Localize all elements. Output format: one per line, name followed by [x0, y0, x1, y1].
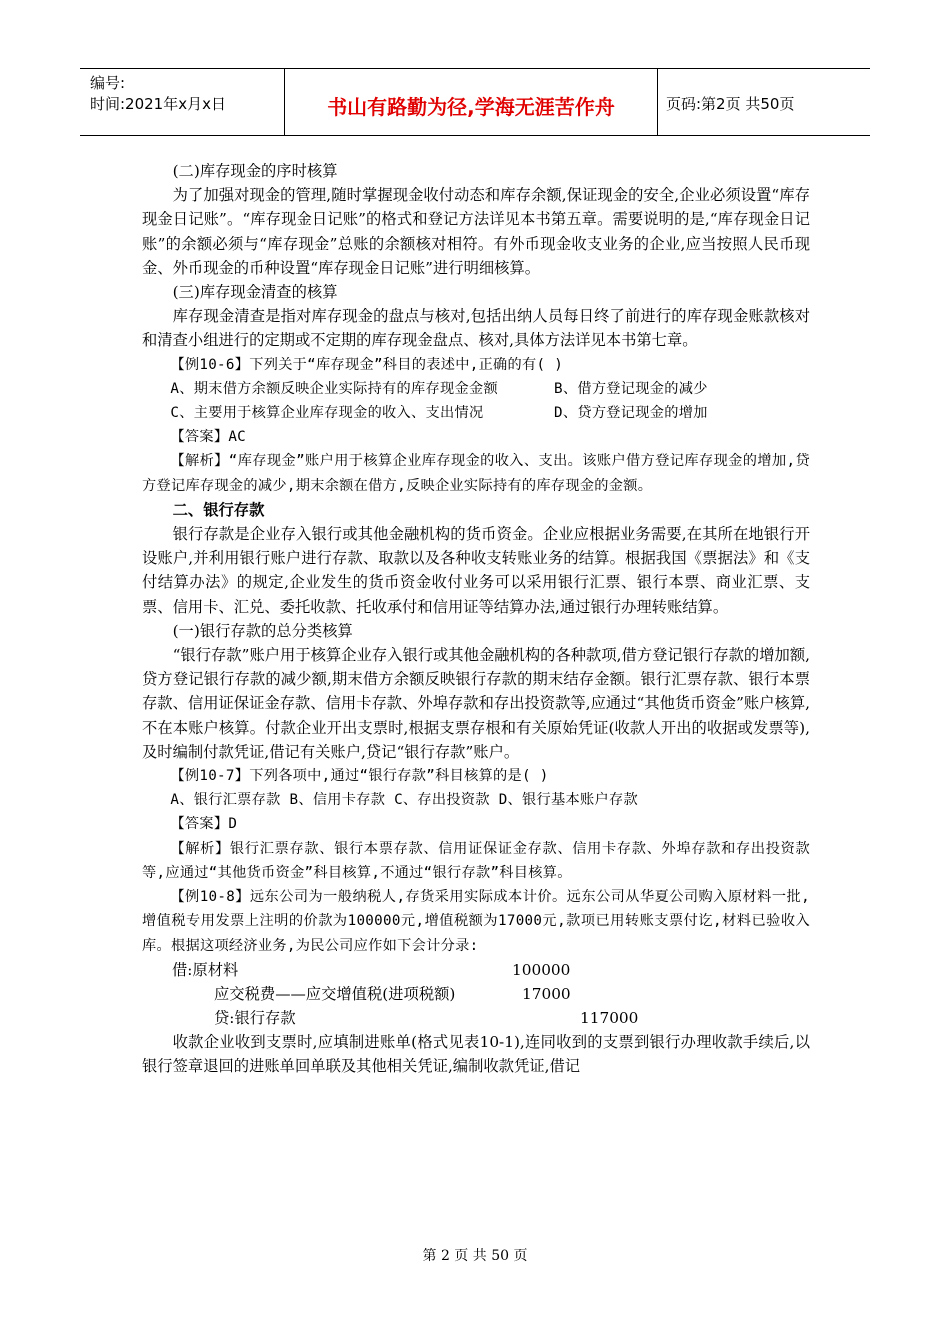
journal-entry-line: [142, 1006, 810, 1030]
option-c: C、主要用于核算企业库存现金的收入、支出情况: [170, 405, 484, 422]
journal-account: 借:原材料: [172, 960, 239, 979]
example-question: 【例10-6】下列关于“库存现金”科目的表述中,正确的有( ): [170, 356, 564, 373]
paragraph: 收款企业收到支票时,应填制进账单(格式见表10-1),连同收到的支票到银行办理收款手续后,以银行签章退回的进账单回单联及其他相关凭证,编制收款凭证,借记: [142, 1033, 810, 1076]
section-heading: (一)银行存款的总分类核算: [172, 621, 353, 640]
example-question: 【例10-8】远东公司为一般纳税人,存货采用实际成本计价。远东公司从华夏公司购入原材料一批,增值税专用发票上注明的价款为100000元,增值税额为17000元,款项已用转账支票付讫,材料已验收入库。根据这项经济业务,为民公司应作如下会计分录:: [142, 889, 810, 954]
example-explanation: 【解析】银行汇票存款、银行本票存款、信用证保证金存款、信用卡存款、外埠存款和存出投资款等,应通过“其他货币资金”科目核算,不通过“银行存款”科目核算。: [142, 840, 810, 881]
main-heading: 二、银行存款: [172, 500, 265, 519]
example-options-row: [142, 377, 810, 401]
page-footer: 第 2 页 共 50 页: [422, 1248, 528, 1264]
section-heading: (二)库存现金的序时核算: [172, 162, 338, 180]
example-options-row: [142, 401, 810, 425]
header-page-label: 页码:第2页 共50页: [666, 95, 795, 113]
journal-amount: 100000: [512, 960, 571, 979]
journal-amount: 17000: [522, 984, 571, 1003]
document-body: [142, 159, 810, 1079]
section-heading: (三)库存现金清查的核算: [172, 283, 338, 302]
paragraph: 库存现金清查是指对库存现金的盘点与核对,包括出纳人员每日终了前进行的库存现金账款核对和清查小组进行的定期或不定期的库存现金盘点、核对,具体方法详见本书第七章。: [142, 307, 810, 350]
option-b: B、借方登记现金的减少: [554, 380, 708, 397]
journal-account: 应交税费——应交增值税(进项税额): [214, 984, 456, 1003]
header-time-label: 时间:2021年x月x日: [90, 95, 226, 113]
option-a: A、期末借方余额反映企业实际持有的库存现金金额: [170, 380, 498, 397]
journal-entry-line: [142, 982, 810, 1006]
example-answer: 【答案】D: [170, 816, 238, 833]
journal-entry-line: [142, 958, 810, 982]
journal-amount: 117000: [580, 1009, 639, 1028]
header-number-label: 编号:: [90, 74, 126, 92]
example-question: 【例10-7】下列各项中,通过“银行存款”科目核算的是( ): [170, 768, 549, 785]
example-explanation: 【解析】“库存现金”账户用于核算企业库存现金的收入、支出。该账户借方登记库存现金的增加,贷方登记库存现金的减少,期末余额在借方,反映企业实际持有的库存现金的金额。: [142, 453, 810, 494]
paragraph: 银行存款是企业存入银行或其他金融机构的货币资金。企业应根据业务需要,在其所在地银行开设账户,并利用银行账户进行存款、取款以及各种收支转账业务的结算。根据我国《票据法》和《支付结算办法》的规定,企业发生的货币资金收付业务可以采用银行汇票、银行本票、商业汇票、支票、信用卡、汇兑、委托收款、托收承付和信用证等结算办法,通过银行办理转账结算。: [142, 525, 810, 616]
example-answer: 【答案】AC: [170, 429, 247, 446]
page-header: [80, 68, 870, 136]
header-meta: [90, 73, 280, 115]
option-d: D、贷方登记现金的增加: [554, 405, 708, 422]
journal-account: 贷:银行存款: [214, 1009, 296, 1028]
header-motto: 书山有路勤为径,学海无涯苦作舟: [327, 95, 615, 119]
paragraph: “银行存款”账户用于核算企业存入银行或其他金融机构的各种款项,借方登记银行存款的增加额,贷方登记银行存款的减少额,期末借方余额反映银行存款的期末结存金额。银行汇票存款、银行本票存款、信用证保证金存款、信用卡存款、外埠存款和存出投资款等,应通过“其他货币资金”账户核算,不在本账户核算。付款企业开出支票时,根据支票存根和有关原始凭证(收款人开出的收据或发票等),及时编制付款凭证,借记有关账户,贷记“银行存款”账户。: [142, 646, 810, 761]
header-divider: [657, 69, 658, 135]
paragraph: 为了加强对现金的管理,随时掌握现金收付动态和库存余额,保证现金的安全,企业必须设置“库存现金日记账”。“库存现金日记账”的格式和登记方法详见本书第五章。需要说明的是,“库存现金日记账”的余额必须与“库存现金”总账的余额核对相符。有外币现金收支业务的企业,应当按照人民币现金、外币现金的币种设置“库存现金日记账”进行明细核算。: [142, 186, 810, 277]
example-options: A、银行汇票存款 B、信用卡存款 C、存出投资款 D、银行基本账户存款: [170, 792, 638, 809]
